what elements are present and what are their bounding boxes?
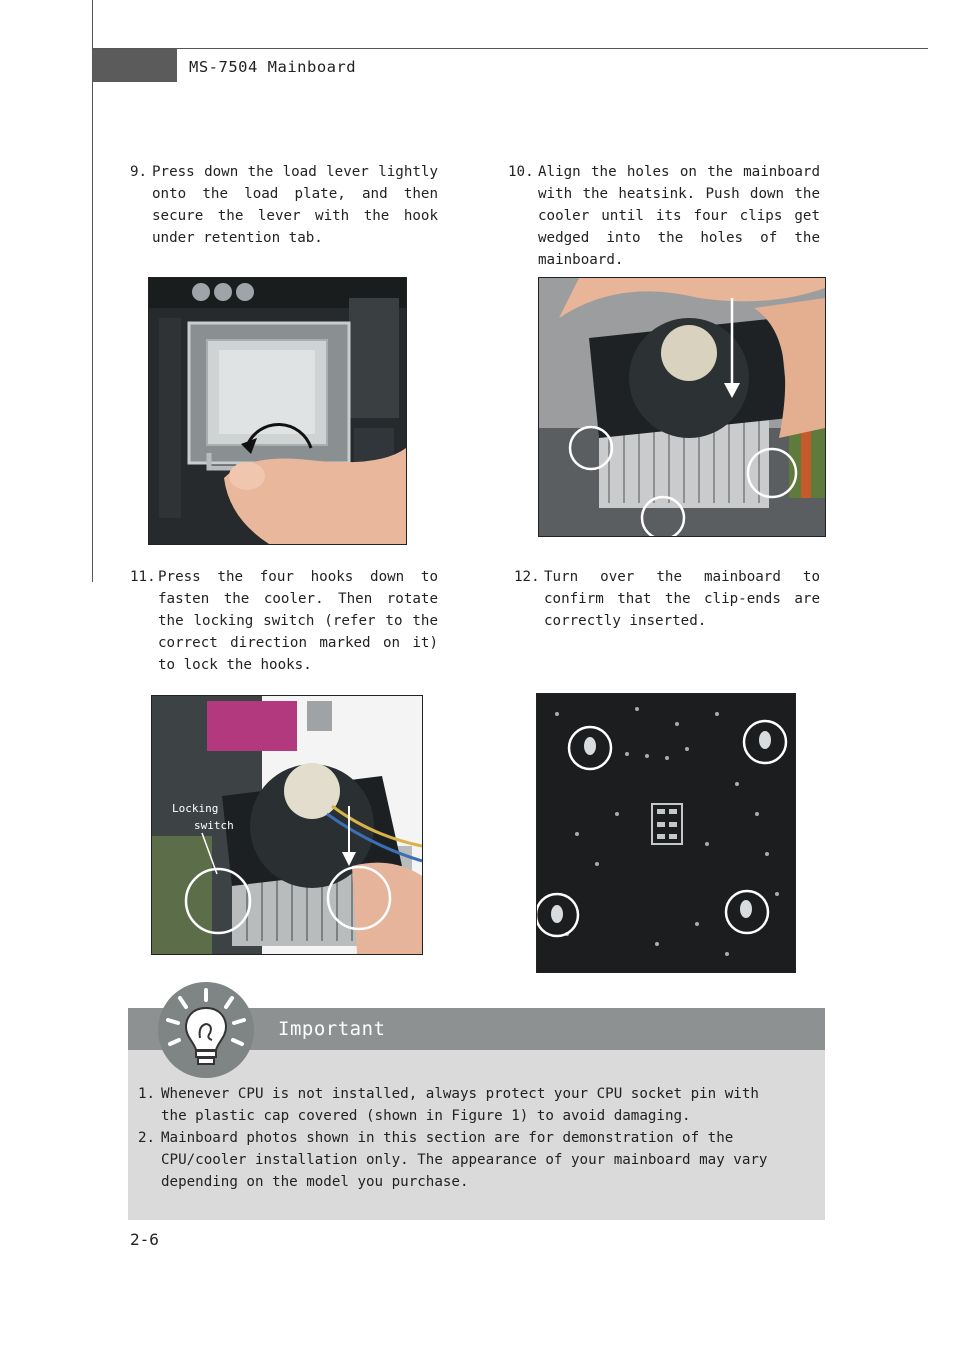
step-9	[130, 161, 438, 249]
photo-board-back	[536, 693, 796, 973]
important-note-2	[138, 1127, 792, 1193]
locking-switch-label-2: switch	[194, 819, 234, 832]
step-11	[130, 566, 438, 676]
step-number: 11.	[130, 569, 156, 585]
step-12	[514, 566, 820, 632]
photo-align-cooler	[538, 277, 826, 537]
important-title: Important	[278, 1018, 386, 1040]
locking-switch-label: Locking	[172, 802, 219, 815]
note-number: 2.	[138, 1130, 156, 1146]
step-10	[508, 161, 820, 271]
important-note-1	[138, 1083, 792, 1127]
page-number: 2-6	[130, 1230, 159, 1249]
step-number: 10.	[508, 164, 534, 180]
note-text: Whenever CPU is not installed, always protect your CPU socket pin with the plastic cap covered (shown in Figure 1) to avoid damaging.	[161, 1086, 759, 1124]
step-text: Turn over the mainboard to confirm that the clip-ends are correctly inserted.	[544, 569, 820, 629]
top-rule	[92, 48, 928, 49]
photo-locking-switch	[151, 695, 423, 955]
step-number: 9.	[130, 164, 148, 180]
note-number: 1.	[138, 1086, 156, 1102]
step-text: Press the four hooks down to fasten the cooler. Then rotate the locking switch (refer to the correct direction marked on it) to lock the hooks.	[158, 569, 438, 673]
step-number: 12.	[514, 569, 540, 585]
step-text: Press down the load lever lightly onto the load plate, and then secure the lever with the hook under retention tab.	[152, 164, 438, 246]
photo-load-lever	[148, 277, 407, 545]
step-text: Align the holes on the mainboard with the heatsink. Push down the cooler until its four clips get wedged into the holes of the mainboard.	[538, 164, 820, 268]
left-rule	[92, 0, 93, 582]
note-text: Mainboard photos shown in this section are for demonstration of the CPU/cooler installation only. The appearance of your mainboard may vary depending on the model you purchase.	[161, 1130, 768, 1190]
page-header-title: MS-7504 Mainboard	[189, 58, 357, 76]
header-block	[93, 49, 177, 82]
lightbulb-icon	[156, 980, 256, 1080]
